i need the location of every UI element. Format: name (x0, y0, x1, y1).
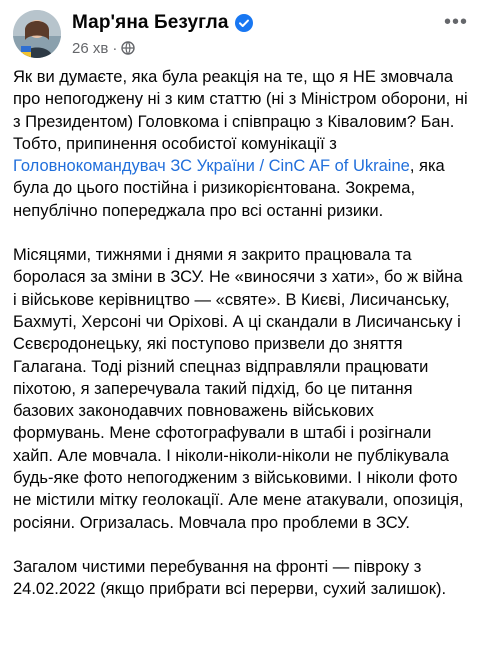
post-paragraph-2: Місяцями, тижнями і днями я закрито працювала та боролася за зміни в ЗСУ. Не «виносячи з хати», бо ж війна і військове керівництво — «святе». В Києві, Лисичанську, Бахмуті, Херсоні чи Оріхові. А ці скандали в Лисичанську і Сєвєродонецьку, які поступово призвели до зняття Галагана. Тоді різний спецназ відправляли працювати піхотою, я заперечувала такий підхід, бо це питання базових законодавчих повноважень військових формувань. Мене сфотографували в штабі і розігнали хайп. Але мовчала. І ніколи-ніколи-ніколи не публікувала будь-яке фото непогодженим з військовими. І ніколи фото не містили мітку геолокації. Але мене атакували, опозиція, росіяни. Огризалась. Мовчала про проблеми в ЗСУ. (13, 246, 464, 532)
author-name[interactable]: Мар'яна Безугла (72, 12, 229, 33)
separator-dot: · (112, 39, 118, 57)
avatar-image (13, 10, 61, 58)
post-text-1b: , яка була до цього постійна і ризикорієнтована. Зокрема, непублічно попереджала про всі останні ризики. (13, 157, 445, 220)
tagged-page-link[interactable]: Головнокомандувач ЗС України / CinC AF of Ukraine (13, 157, 410, 176)
post-time-row (72, 38, 253, 58)
post-header (13, 10, 468, 64)
author-row (72, 12, 253, 34)
verified-badge-icon (235, 14, 253, 32)
post-body (13, 66, 468, 623)
globe-icon (121, 41, 135, 55)
post-text-1a: Як ви думаєте, яка була реакція на те, що я НЕ змовчала про непогоджену ні з ким статтю (ні з Міністром оборони, ні з Президентом) Головкома і співпрацю з Ківаловим? Бан. Тобто, припинення особистої комунікації з (13, 68, 468, 153)
post-meta (72, 12, 253, 58)
more-options-icon[interactable]: ••• (444, 11, 469, 33)
post-paragraph-1 (13, 66, 468, 222)
author-avatar[interactable] (13, 10, 61, 58)
post-time[interactable]: 26 хв (72, 39, 109, 57)
post-paragraph-3: Загалом чистими перебування на фронті — півроку з 24.02.2022 (якщо прибрати всі перерви, сухий залишок). (13, 557, 447, 599)
